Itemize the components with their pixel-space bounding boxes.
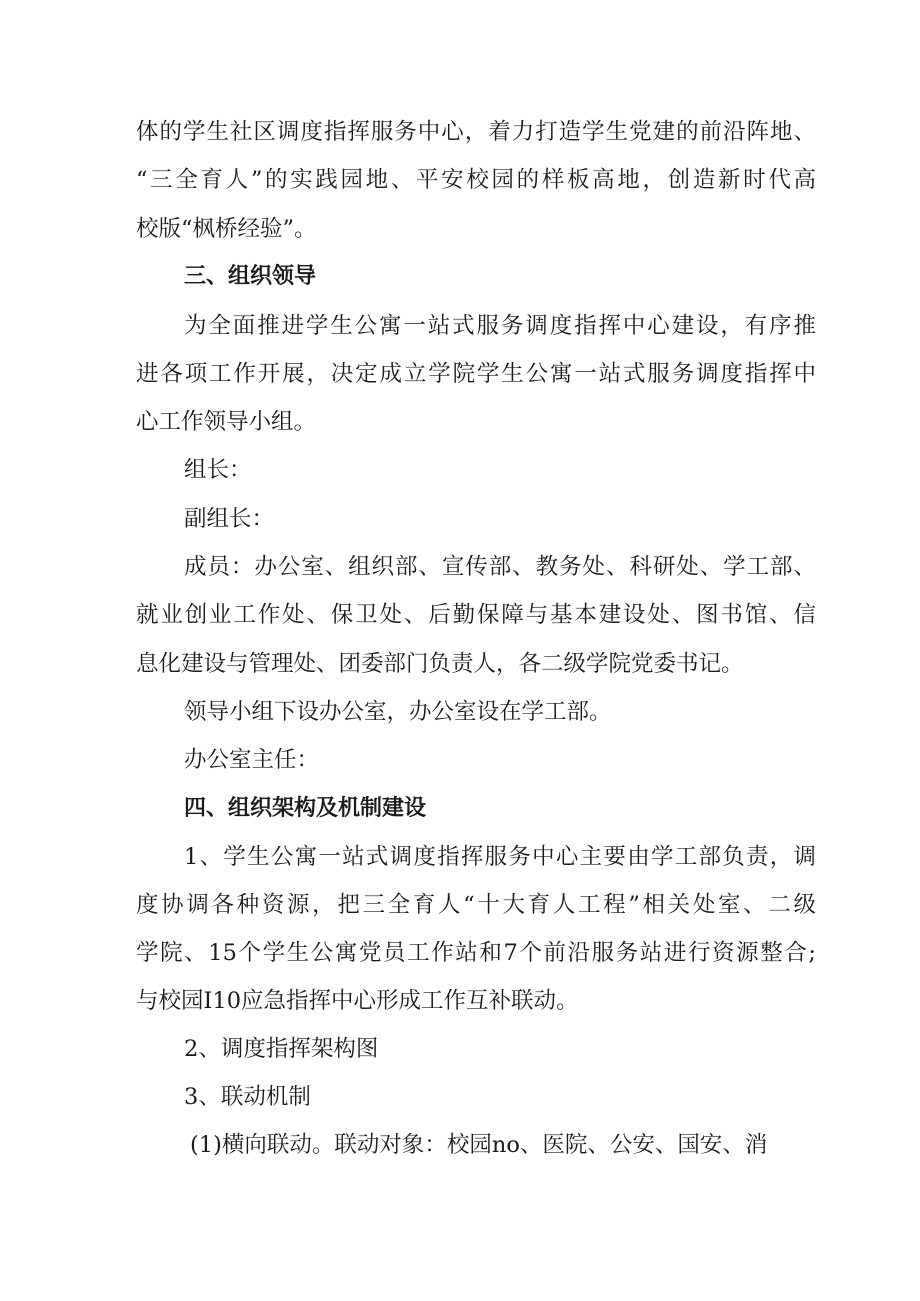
body-line: 学院、15个学生公寓党员工作站和7个前沿服务站进行资源整合; bbox=[136, 940, 816, 966]
body-line: 领导小组下设办公室，办公室设在学工部。 bbox=[184, 699, 612, 725]
body-line: 校版“枫桥经验”。 bbox=[136, 216, 317, 242]
members-line: 成员：办公室、组织部、宣传部、教务处、科研处、学工部、 bbox=[184, 554, 816, 580]
list-item-linkage-mechanism: 3、联动机制 bbox=[184, 1084, 311, 1110]
body-line: 与校园I10应急指挥中心形成工作互补联动。 bbox=[136, 988, 579, 1014]
list-item-horizontal-linkage: (1)横向联动。联动对象：校园no、医院、公安、国安、消 bbox=[190, 1132, 768, 1158]
body-line: 度协调各种资源，把三全育人“十大育人工程”相关处室、二级 bbox=[136, 892, 816, 918]
section-heading-organization-structure: 四、组织架构及机制建设 bbox=[184, 796, 427, 821]
members-line: 息化建设与管理处、团委部门负责人，各二级学院党委书记。 bbox=[136, 651, 744, 677]
body-line: 进各项工作开展，决定成立学院学生公寓一站式服务调度指挥中 bbox=[136, 361, 816, 387]
deputy-leader-field: 副组长： bbox=[184, 506, 275, 532]
office-director-field: 办公室主任： bbox=[184, 747, 320, 773]
leader-field: 组长： bbox=[184, 457, 252, 483]
body-line: 1、学生公寓一站式调度指挥服务中心主要由学工部负责，调 bbox=[184, 844, 816, 870]
members-line: 就业创业工作处、保卫处、后勤保障与基本建设处、图书馆、信 bbox=[136, 602, 816, 628]
list-item-dispatch-diagram: 2、调度指挥架构图 bbox=[184, 1036, 379, 1062]
body-line: 为全面推进学生公寓一站式服务调度指挥中心建设，有序推 bbox=[184, 313, 816, 339]
body-line: 体的学生社区调度指挥服务中心，着力打造学生党建的前沿阵地、 bbox=[136, 119, 816, 145]
section-heading-organization-leadership: 三、组织领导 bbox=[184, 264, 317, 289]
body-line: “三全育人”的实践园地、平安校园的样板高地，创造新时代高 bbox=[136, 167, 816, 193]
body-line: 心工作领导小组。 bbox=[136, 409, 317, 435]
